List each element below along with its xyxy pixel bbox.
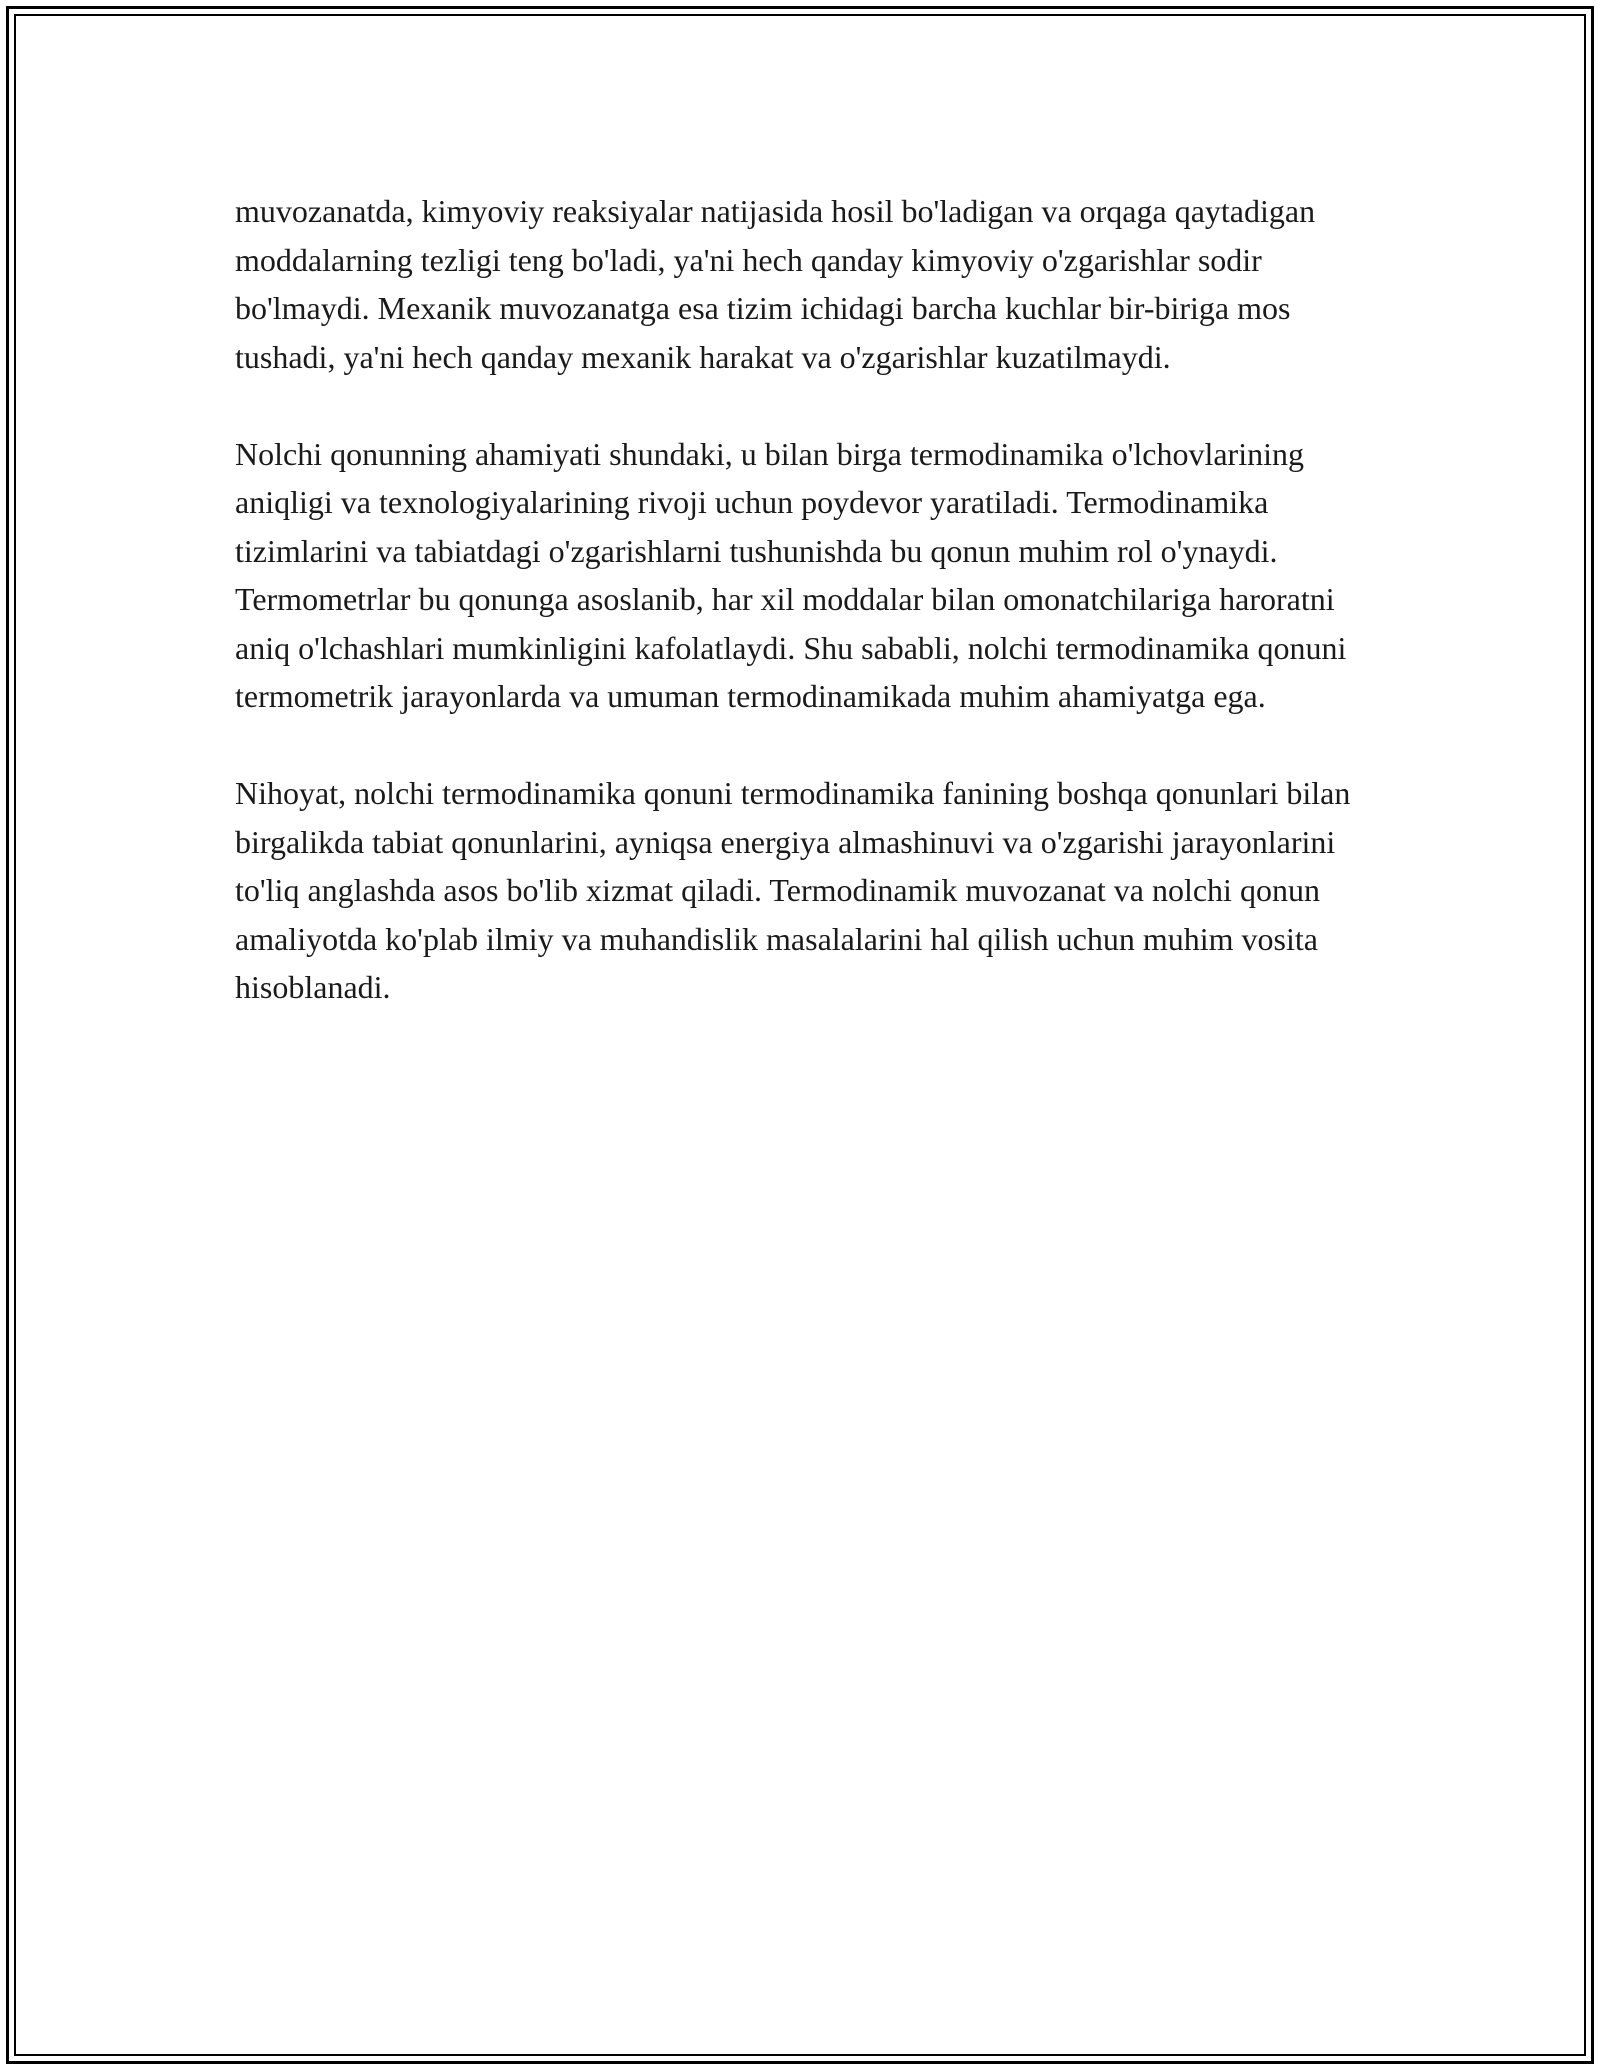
paragraph-2: Nolchi qonunning ahamiyati shundaki, u bilan birga termodinamika o'lchovlarining aniqligi va texnologiyalarining rivoji uchun poydevor yaratiladi. Termodinamika tizimlarini va tabiatdagi o'zgarishlarni tushunishda bu qonun muhim rol o'ynaydi. Termometrlar bu qonunga asoslanib, har xil moddalar bilan omonatchilariga haroratni aniq o'lchashlari mumkinligini kafolatlaydi. Shu sababli, nolchi termodinamika qonuni termometrik jarayonlarda va umuman termodinamikada muhim ahamiyatga ega. (235, 435, 1347, 714)
document-body (235, 187, 1365, 1012)
paragraph-1: muvozanatda, kimyoviy reaksiyalar natijasida hosil bo'ladigan va orqaga qaytadigan moddalarning tezligi teng bo'ladi, ya'ni hech qanday kimyoviy o'zgarishlar sodir bo'lmaydi. Mexanik muvozanatga esa tizim ichidagi barcha kuchlar bir-biriga mos tushadi, ya'ni hech qanday mexanik harakat va o'zgarishlar kuzatilmaydi. (235, 193, 1316, 375)
paragraph-3: Nihoyat, nolchi termodinamika qonuni termodinamika fanining boshqa qonunlari bilan birgalikda tabiat qonunlarini, ayniqsa energiya almashinuvi va o'zgarishi jarayonlarini to'liq anglashda asos bo'lib xizmat qiladi. Termodinamik muvozanat va nolchi qonun amaliyotda ko'plab ilmiy va muhandislik masalalarini hal qilish uchun muhim vosita hisoblanadi. (235, 775, 1351, 1005)
